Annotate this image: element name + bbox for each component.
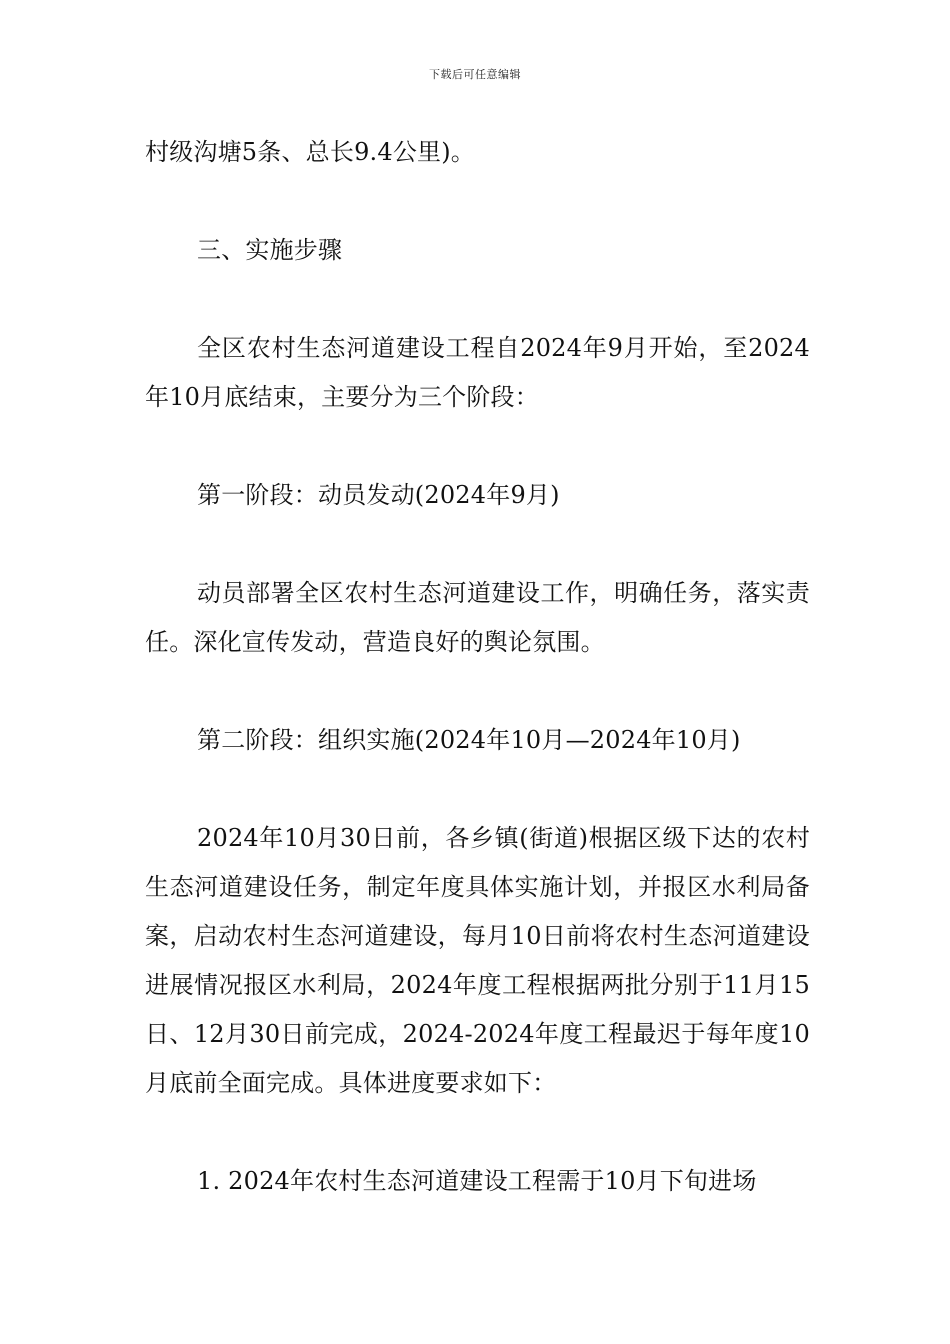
- list-item: 1. 2024年农村生态河道建设工程需于10月下旬进场: [197, 1167, 757, 1195]
- document-body: [145, 128, 810, 1206]
- paragraph: 全区农村生态河道建设工程自2024年9月开始，至2024年10月底结束，主要分为三个阶段：: [145, 334, 810, 411]
- section-heading: 三、实施步骤: [197, 236, 343, 264]
- stage-heading: 第二阶段：组织实施(2024年10月—2024年10月): [197, 726, 741, 754]
- page-header: 下载后可任意编辑: [429, 68, 521, 81]
- stage-heading: 第一阶段：动员发动(2024年9月): [197, 481, 560, 509]
- paragraph: 2024年10月30日前，各乡镇(街道)根据区级下达的农村生态河道建设任务，制定年度具体实施计划，并报区水利局备案，启动农村生态河道建设，每月10日前将农村生态河道建设进展情况报区水利局，2024年度工程根据两批分别于11月15日、12月30日前完成，2024-2024年度工程最迟于每年度10月底前全面完成。具体进度要求如下：: [145, 824, 810, 1097]
- paragraph-continuation: 村级沟塘5条、总长9.4公里)。: [145, 138, 475, 166]
- paragraph: 动员部署全区农村生态河道建设工作，明确任务，落实责任。深化宣传发动，营造良好的舆论氛围。: [145, 579, 810, 656]
